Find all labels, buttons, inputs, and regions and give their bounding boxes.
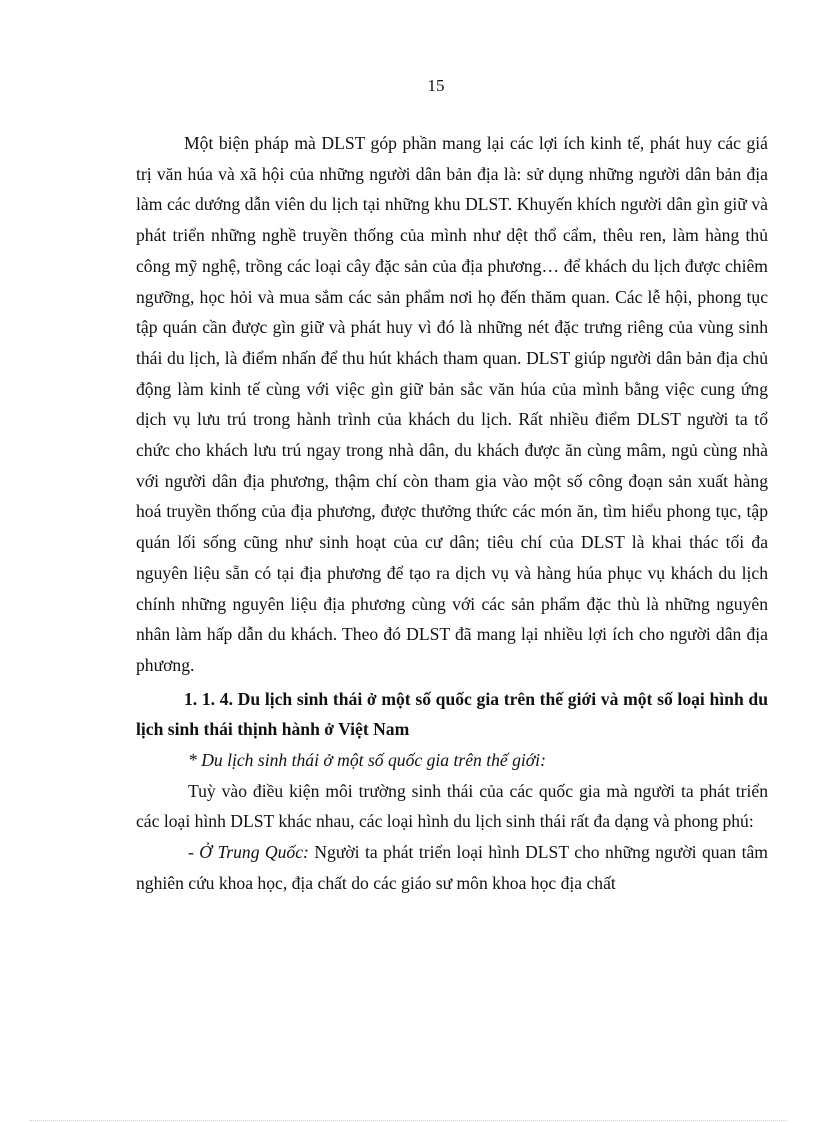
document-body — [136, 128, 768, 899]
section-heading: 1. 1. 4. Du lịch sinh thái ở một số quốc gia trên thế giới và một số loại hình du lịch sinh thái thịnh hành ở Việt Nam — [136, 688, 768, 740]
page-bottom-divider — [30, 1120, 786, 1121]
paragraph-china — [136, 837, 768, 898]
page-number: 15 — [427, 76, 445, 95]
china-text: Người ta phát triển loại hình DLST cho những người quan tâm nghiên cứu khoa học, địa chất do các giáo sư môn khoa học địa chất — [136, 842, 768, 893]
paragraph-ecotourism-types: Tuỳ vào điều kiện môi trường sinh thái của các quốc gia mà người ta phát triển các loại hình DLST khác nhau, các loại hình du lịch sinh thái rất đa dạng và phong phú: — [136, 780, 768, 832]
china-label: - Ở Trung Quốc: — [188, 842, 309, 863]
paragraph-dlst-benefits: Một biện pháp mà DLST góp phần mang lại các lợi ích kinh tế, phát huy các giá trị văn húa và xã hội của những người dân bản địa là: sử dụng những người dân bản địa làm các dướng dẫn viên du lịch tại những khu DLST. Khuyến khích người dân gìn giữ và phát triển những nghề truyền thống của mình như dệt thổ cẩm, thêu ren, làm hàng thủ công mỹ nghệ, trồng các loại cây đặc sản của địa phương… để khách du lịch được chiêm ngưỡng, học hỏi và mua sắm các sản phẩm nơi họ đến thăm quan. Các lễ hội, phong tục tập quán cần được gìn giữ và phát huy vì đó là những nét đặc trưng riêng của vùng sinh thái du lịch, là điểm nhấn để thu hút khách tham quan. DLST giúp người dân bản địa chủ động làm kinh tế cùng với việc gìn giữ bản sắc văn húa của mình bằng việc cung ứng dịch vụ lưu trú trong hành trình của khách du lịch. Rất nhiều điểm DLST người ta tổ chức cho khách lưu trú ngay trong nhà dân, du khách được ăn cùng mâm, ngủ cùng nhà với người dân địa phương, thậm chí còn tham gia vào một số công đoạn sản xuất hàng hoá truyền thống của địa phương, được thưởng thức các món ăn, tìm hiểu phong tục, tập quán lối sống cũng như sinh hoạt của cư dân; tiêu chí của DLST là khai thác tối đa nguyên liệu sẵn có tại địa phương để tạo ra dịch vụ và hàng húa phục vụ khách du lịch chính những nguyên liệu địa phương cùng với các sản phẩm đặc thù là những nguyên nhân làm hấp dẫn du khách. Theo đó DLST đã mang lại nhiều lợi ích cho người dân địa phương. — [136, 133, 768, 675]
subheading-italic: * Du lịch sinh thái ở một số quốc gia trên thế giới: — [188, 750, 546, 771]
